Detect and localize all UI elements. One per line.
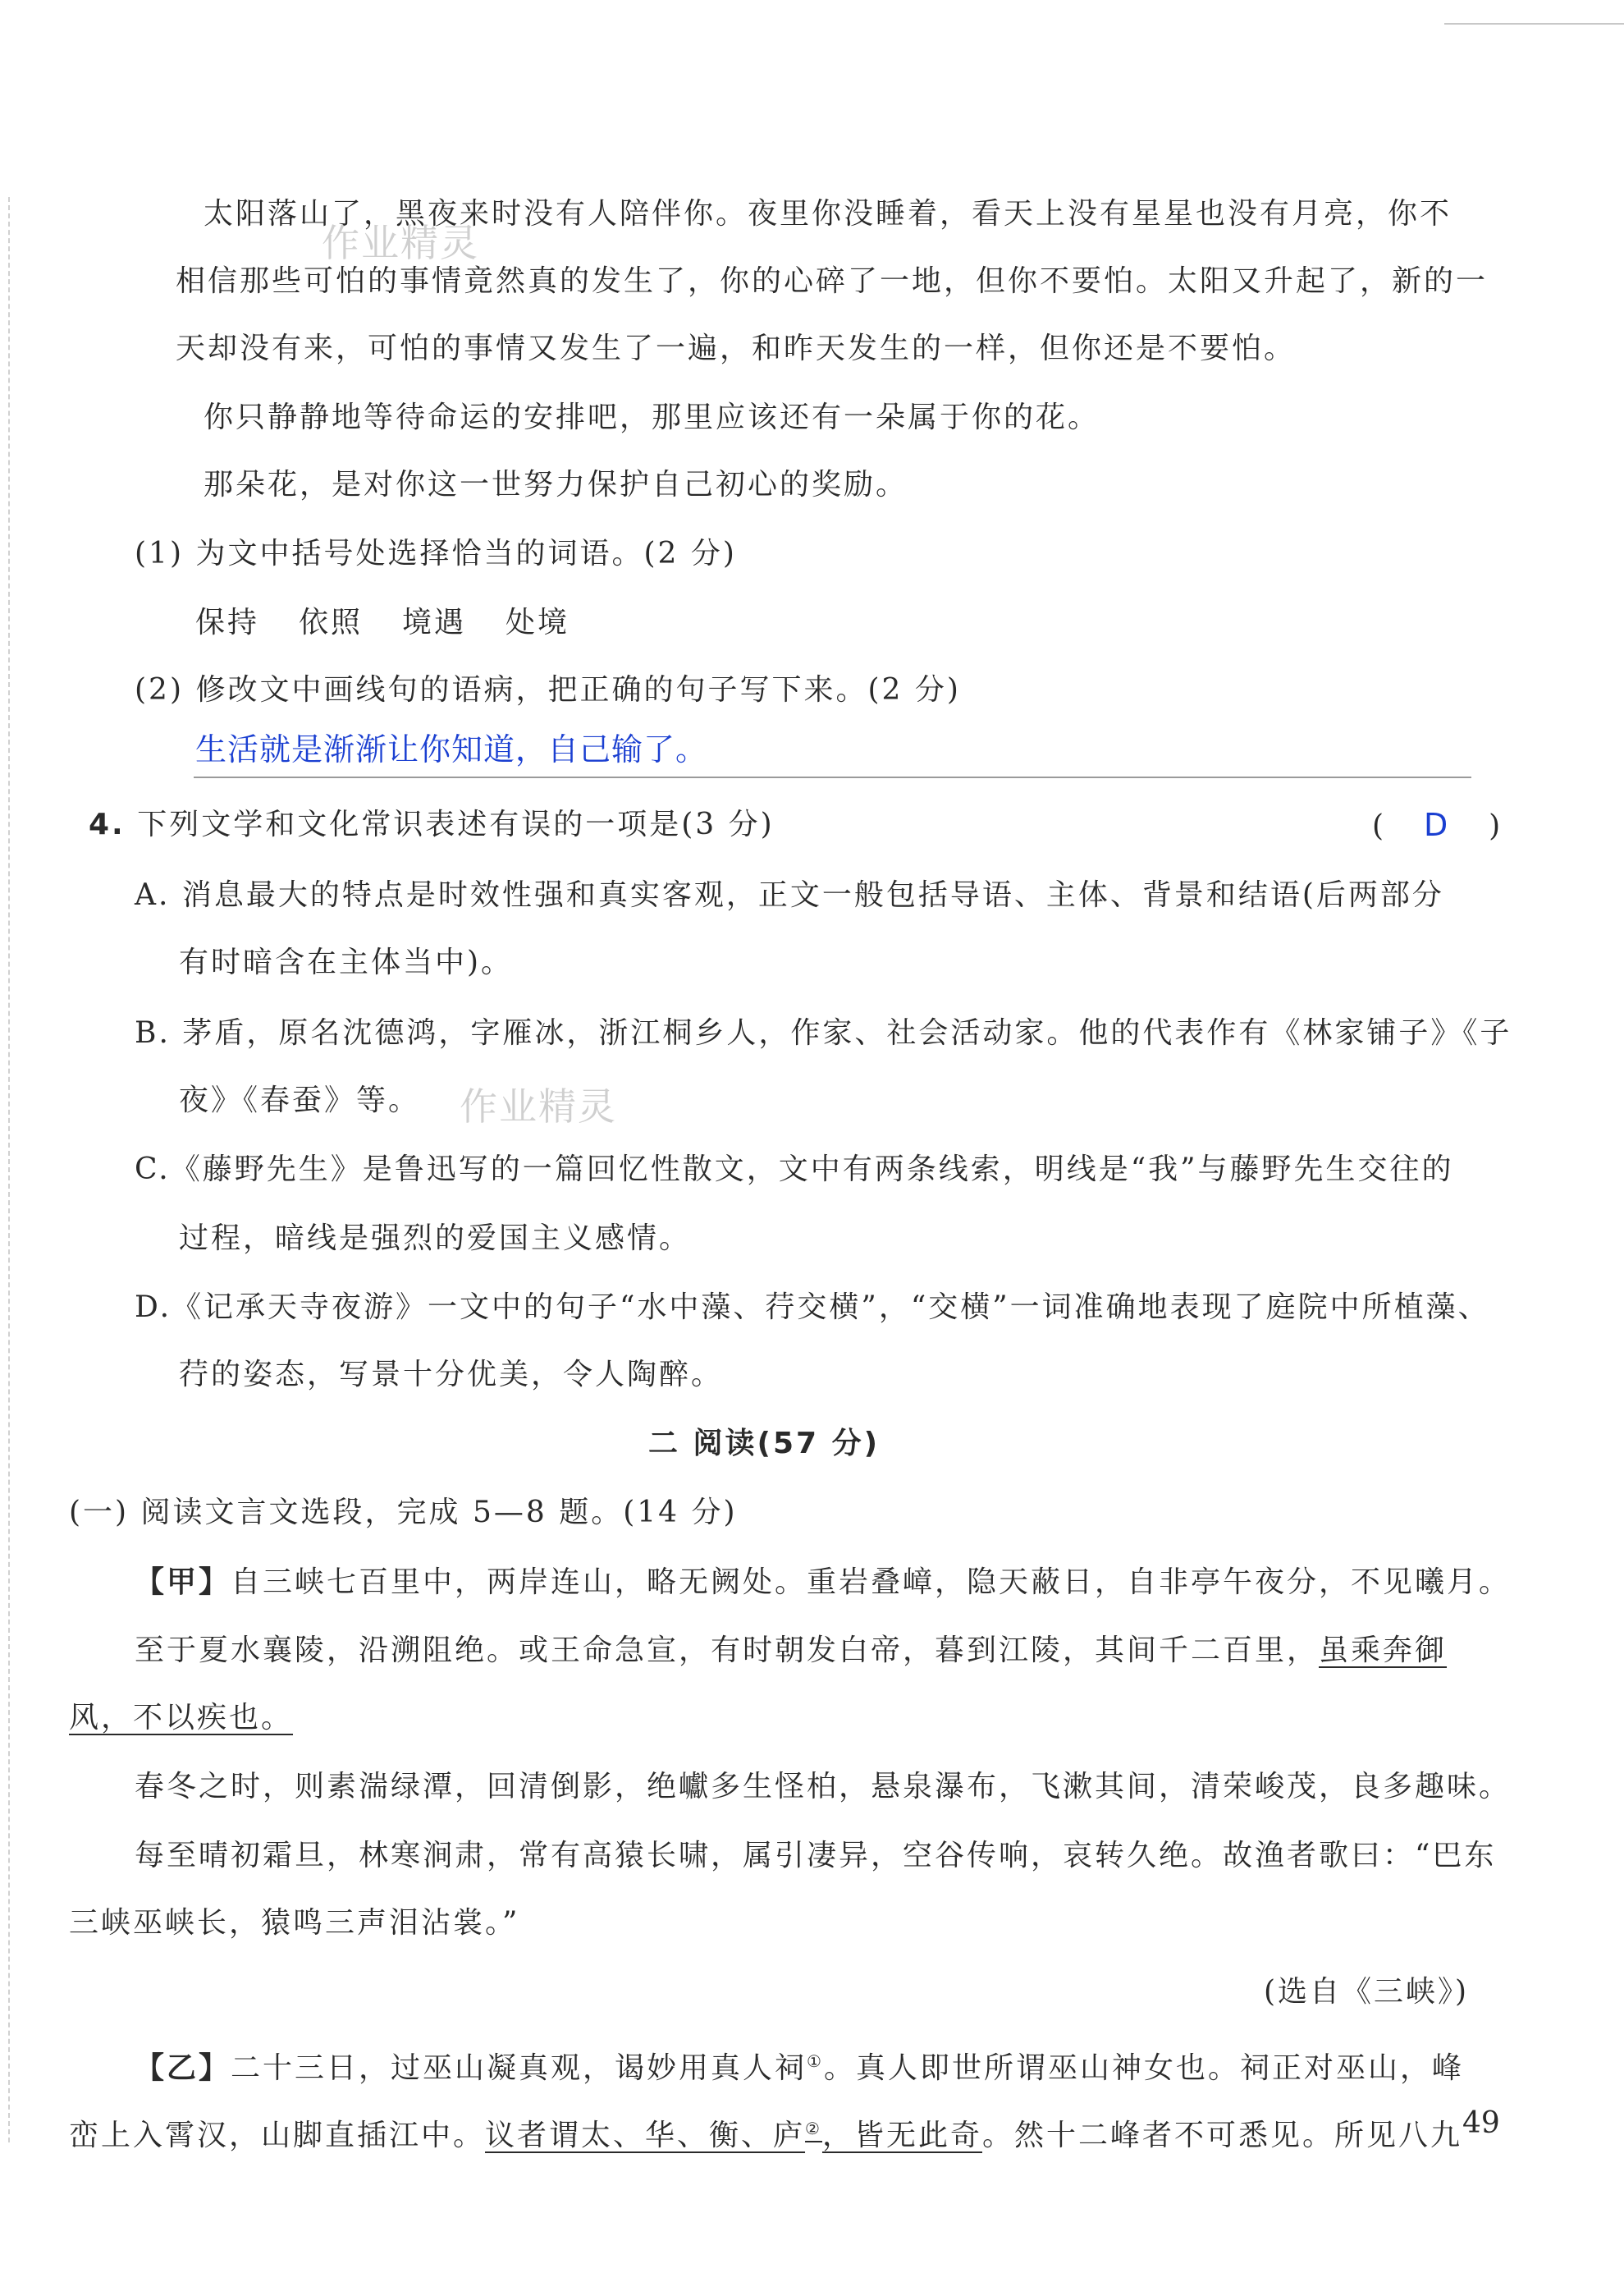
option-d: D.《记承天寺夜游》一文中的句子“水中藻、荇交横”，“交横”一词准确地表现了庭院中所植藻、 (135, 1290, 1490, 1324)
passage-line: 天却没有来，可怕的事情又发生了一遍，和昨天发生的一样，但你还是不要怕。 (176, 332, 1297, 365)
question-3-answer: 生活就是渐渐让你知道，自己输了。 (195, 731, 708, 768)
part-instruction: (一) 阅读文言文选段，完成 5—8 题。(14 分) (69, 1496, 738, 1529)
word-option: 境遇 (402, 606, 467, 639)
jia-line: 春冬之时，则素湍绿潭，回清倒影，绝巘多生怪柏，悬泉瀑布，飞漱其间，清荣峻茂，良多趣味。 (135, 1770, 1512, 1803)
jia-line (135, 1630, 1447, 1671)
word-option: 保持 (195, 606, 260, 639)
option-b-cont: 夜》《春蚕》等。 (179, 1084, 421, 1117)
passage-line: 太阳落山了，黑夜来时没有人陪伴你。夜里你没睡着，看天上没有星星也没有月亮，你不 (204, 197, 1452, 231)
paren-close: ) (1489, 809, 1501, 843)
jia-text: 至于夏水襄陵，沿溯阻绝。或王命急宣，有时朝发白帝，暮到江陵，其间千二百里， (135, 1634, 1320, 1667)
underlined-sentence: ，皆无此奇 (821, 2119, 982, 2152)
section-title: 二 阅读(57 分) (648, 1427, 881, 1460)
question-4-stem (89, 804, 775, 845)
option-b: B. 茅盾，原名沈德鸿，字雁冰，浙江桐乡人，作家、社会活动家。他的代表作有《林家铺子》《子 (135, 1016, 1512, 1050)
yi-text: 峦上入霄汉，山脚直插江中。 (69, 2119, 486, 2152)
option-a: A. 消息最大的特点是时效性强和真实客观，正文一般包括导语、主体、背景和结语(后两部分 (135, 878, 1444, 912)
option-a-cont: 有时暗含在主体当中)。 (179, 946, 514, 979)
word-option: 处境 (505, 606, 570, 639)
yi-line (69, 2108, 1462, 2156)
paren-open: ( (1372, 809, 1384, 843)
jia-line: 三峡巫峡长，猿鸣三声泪沾裳。” (69, 1906, 520, 1940)
jia-text: 自三峡七百里中，两岸连山，略无阙处。重岩叠嶂，隐天蔽日，自非亭午夜分，不见曦月。 (231, 1565, 1512, 1599)
underlined-sentence: 虽乘奔御 (1319, 1634, 1448, 1667)
yi-text: 二十三日，过巫山凝真观，谒妙用真人祠 (231, 2051, 807, 2085)
answer-underline (194, 777, 1471, 778)
jia-line: 每至晴初霜旦，林寒涧肃，常有高猿长啸，属引凄异，空谷传响，哀转久绝。故渔者歌曰：“巴东 (135, 1839, 1497, 1872)
question-3-sub-2: (2) 修改文中画线句的语病，把正确的句子写下来。(2 分) (135, 673, 961, 707)
option-c: C.《藤野先生》是鲁迅写的一篇回忆性散文，文中有两条线索，明线是“我”与藤野先生交往的 (135, 1152, 1454, 1186)
binding-margin-line (8, 197, 10, 2142)
answer-bracket (1372, 804, 1500, 847)
underlined-sentence: 议者谓太、华、衡、庐 (485, 2119, 806, 2152)
top-edge-line (1444, 23, 1624, 25)
jia-line (135, 1561, 1511, 1603)
watermark: 作业精灵 (460, 1084, 617, 1129)
yi-text: 。真人即世所谓巫山神女也。祠正对巫山，峰 (823, 2051, 1464, 2085)
underlined-sentence: 风，不以疾也。 (69, 1701, 294, 1734)
footnote-marker: ② (805, 2119, 822, 2138)
source-citation: (选自《三峡》) (1264, 1975, 1470, 2009)
option-c-cont: 过程，暗线是强烈的爱国主义感情。 (179, 1221, 692, 1255)
yi-tag: 【乙】 (135, 2051, 231, 2085)
question-text: 下列文学和文化常识表述有误的一项是(3 分) (137, 808, 775, 841)
passage-line: 相信那些可怕的事情竟然真的发生了，你的心碎了一地，但你不要怕。太阳又升起了，新的一 (176, 264, 1489, 298)
yi-line (135, 2041, 1464, 2089)
watermark: 作业精灵 (322, 221, 479, 265)
question-number: 4. (89, 808, 126, 841)
option-d-cont: 荇的姿态，写景十分优美，令人陶醉。 (179, 1358, 724, 1391)
passage-line: 那朵花，是对你这一世努力保护自己初心的奖励。 (204, 468, 908, 502)
page-number: 49 (1462, 2106, 1500, 2140)
yi-text: 。然十二峰者不可悉见。所见八九 (981, 2119, 1462, 2152)
footnote-marker: ① (807, 2051, 824, 2071)
question-3-sub-1: (1) 为文中括号处选择恰当的词语。(2 分) (135, 537, 737, 570)
passage-line: 你只静静地等待命运的安排吧，那里应该还有一朵属于你的花。 (204, 401, 1100, 434)
jia-tag: 【甲】 (135, 1565, 231, 1599)
question-4-answer: D (1423, 807, 1449, 843)
word-options (195, 603, 570, 644)
word-option: 依照 (299, 606, 364, 639)
